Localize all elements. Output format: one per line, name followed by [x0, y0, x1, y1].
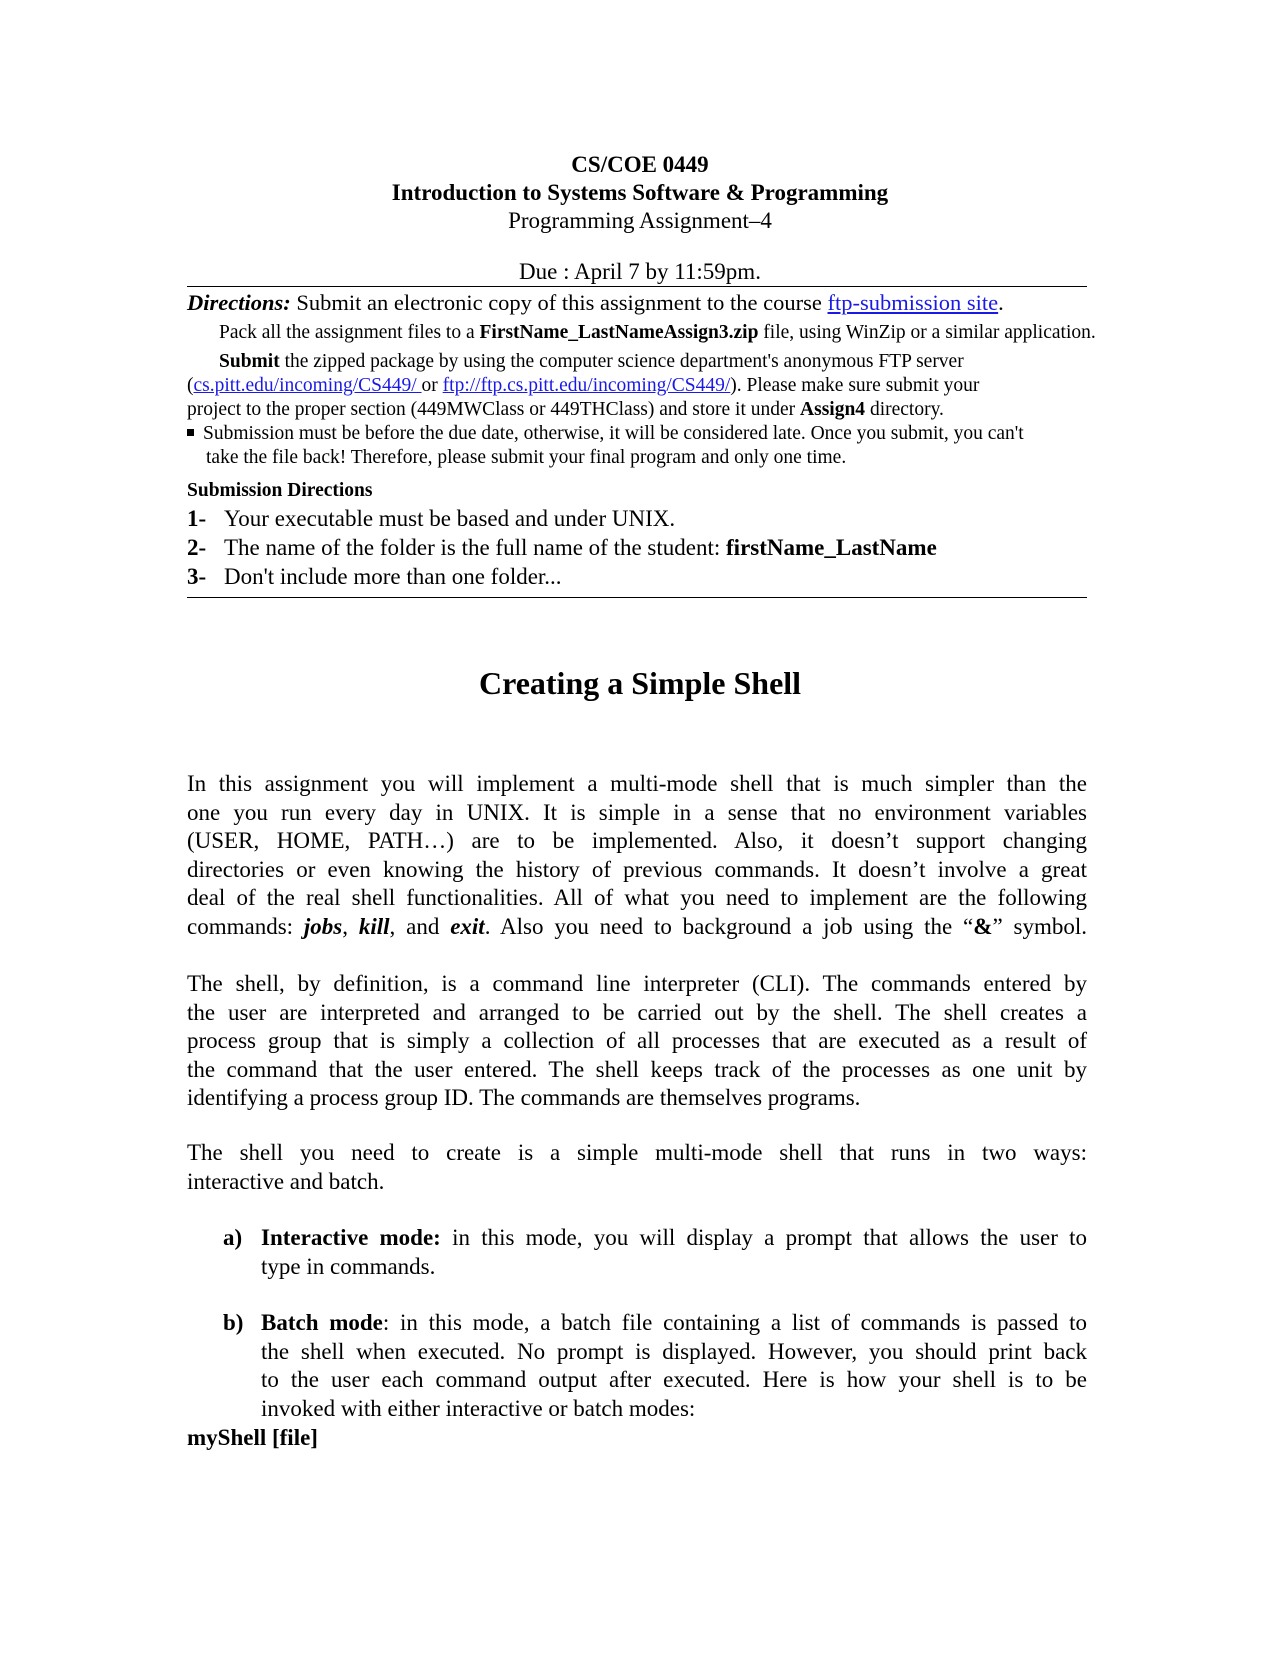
interactive-mode-label: Interactive mode: — [261, 1225, 441, 1250]
shell-definition-paragraph — [187, 970, 1087, 1113]
item-number: 3- — [187, 564, 207, 589]
batch-text-4: invoked with either interactive or batch modes: — [261, 1395, 696, 1421]
item-text: The name of the folder is the full name of the student: — [224, 535, 727, 560]
batch-text-2: the shell when executed. No prompt is displayed. However, you should print back — [261, 1338, 1087, 1364]
para-line: identifying a process group ID. The commands are themselves programs. — [187, 1085, 861, 1111]
and-text: , and — [389, 913, 451, 939]
symbol-text: ” symbol. — [992, 913, 1087, 939]
ftp-pitt-incoming-link[interactable]: ftp://ftp.cs.pitt.edu/incoming/CS449/ — [442, 375, 731, 396]
item-number: 2- — [187, 535, 207, 560]
due-date: Due : April 7 by 11:59pm. — [519, 259, 761, 284]
item-text: Your executable must be based and under UNIX. — [224, 506, 676, 531]
bullet-line-1 — [187, 422, 1024, 446]
submission-item-2 — [187, 534, 937, 562]
submission-item-1 — [187, 505, 675, 533]
para-line: interactive and batch. — [187, 1168, 385, 1194]
assignment-name: Programming Assignment–4 — [508, 208, 772, 233]
background-text: . Also you need to background a job using the “ — [484, 913, 974, 939]
para-line: the user are interpreted and arranged to be carried out by the shell. The shell creates a — [187, 999, 1087, 1025]
submission-item-3 — [187, 563, 562, 591]
para-line: In this assignment you will implement a multi-mode shell that is much simpler than the — [187, 771, 1087, 796]
para-line: directories or even knowing the history of previous commands. It doesn’t involve a great — [187, 856, 1087, 882]
folder-name-format: firstName_LastName — [726, 535, 937, 560]
directions-text: Submit an electronic copy of this assignment to the course — [290, 290, 828, 315]
ftp-submission-link[interactable]: ftp-submission site — [827, 290, 999, 315]
list-marker-a: a) — [223, 1225, 243, 1250]
interactive-line-1 — [261, 1224, 1087, 1253]
cs-pitt-incoming-link[interactable]: cs.pitt.edu/incoming/CS449/ — [193, 375, 422, 396]
paren-open: ( — [187, 375, 194, 396]
interactive-text-2: type in commands. — [261, 1253, 436, 1279]
para-line: deal of the real shell functionalities. All of what you need to implement are the following — [187, 885, 1087, 911]
bullet-text-1: Submission must be before the due date, otherwise, it will be considered late. Once you submit, you can't — [203, 423, 1024, 444]
submission-heading: Submission Directions — [187, 480, 373, 501]
directions-line — [187, 289, 1004, 317]
batch-line-1 — [261, 1309, 1087, 1338]
comma-text: , — [342, 913, 359, 939]
or-text: or — [421, 375, 443, 396]
square-bullet-icon — [187, 429, 194, 436]
directions-label: Directions: — [187, 290, 291, 315]
pack-line — [219, 321, 1096, 345]
submit-text: the zipped package by using the computer science department's anonymous FTP server — [279, 351, 964, 372]
para-line: one you run every day in UNIX. It is simple in a sense that no environment variables — [187, 799, 1087, 825]
submit-line — [219, 350, 964, 374]
commands-text: commands: — [187, 913, 304, 939]
batch-text-3: to the user each command output after executed. Here is how your shell is to be — [261, 1367, 1087, 1393]
modes-intro-paragraph — [187, 1139, 1087, 1196]
para-line: The shell, by definition, is a command line interpreter (CLI). The commands entered by — [187, 971, 1087, 996]
batch-mode-label: Batch mode — [261, 1310, 383, 1335]
cmd-kill: kill — [358, 913, 390, 939]
intro-paragraph — [187, 770, 1087, 942]
zip-filename: FirstName_LastNameAssign3.zip — [479, 322, 759, 343]
course-title: Introduction to Systems Software & Programming — [391, 180, 889, 205]
after-links-text: ). Please make sure submit your — [730, 375, 980, 396]
pack-text-1: Pack all the assignment files to a — [219, 322, 480, 343]
para-line: the command that the user entered. The shell keeps track of the processes as one unit by — [187, 1056, 1087, 1082]
interactive-text-1: in this mode, you will display a prompt that allows the user to — [440, 1225, 1088, 1250]
directions-rule — [187, 597, 1087, 598]
para-line: process group that is simply a collection of all processes that are executed as a result of — [187, 1028, 1087, 1054]
submit-label: Submit — [219, 351, 280, 372]
ampersand-symbol: & — [973, 913, 993, 939]
usage-command: myShell [file] — [187, 1425, 318, 1450]
pack-text-2: file, using WinZip or a similar application. — [758, 322, 1096, 343]
assign-directory: Assign4 — [800, 399, 866, 420]
bullet-line-2: take the file back! Therefore, please submit your final program and only one time. — [206, 447, 847, 468]
course-code: CS/COE 0449 — [571, 152, 709, 177]
commands-line — [187, 913, 1087, 942]
project-text-2: directory. — [865, 399, 944, 420]
item-number: 1- — [187, 506, 207, 531]
project-line — [187, 398, 944, 422]
batch-text-1: : in this mode, a batch file containing a list of commands is passed to — [382, 1310, 1087, 1335]
para-line: The shell you need to create is a simple multi-mode shell that runs in two ways: — [187, 1140, 1087, 1165]
document-title: Creating a Simple Shell — [478, 665, 802, 701]
cmd-jobs: jobs — [303, 913, 343, 939]
header-rule — [187, 286, 1087, 287]
para-line: (USER, HOME, PATH…) are to be implemented. Also, it doesn’t support changing — [187, 828, 1087, 854]
cmd-exit: exit — [450, 913, 485, 939]
ftp-links-line — [187, 374, 979, 398]
item-text: Don't include more than one folder... — [224, 564, 562, 589]
list-marker-b: b) — [223, 1310, 244, 1335]
directions-end: . — [998, 290, 1004, 315]
project-text-1: project to the proper section (449MWClass or 449THClass) and store it under — [187, 399, 801, 420]
